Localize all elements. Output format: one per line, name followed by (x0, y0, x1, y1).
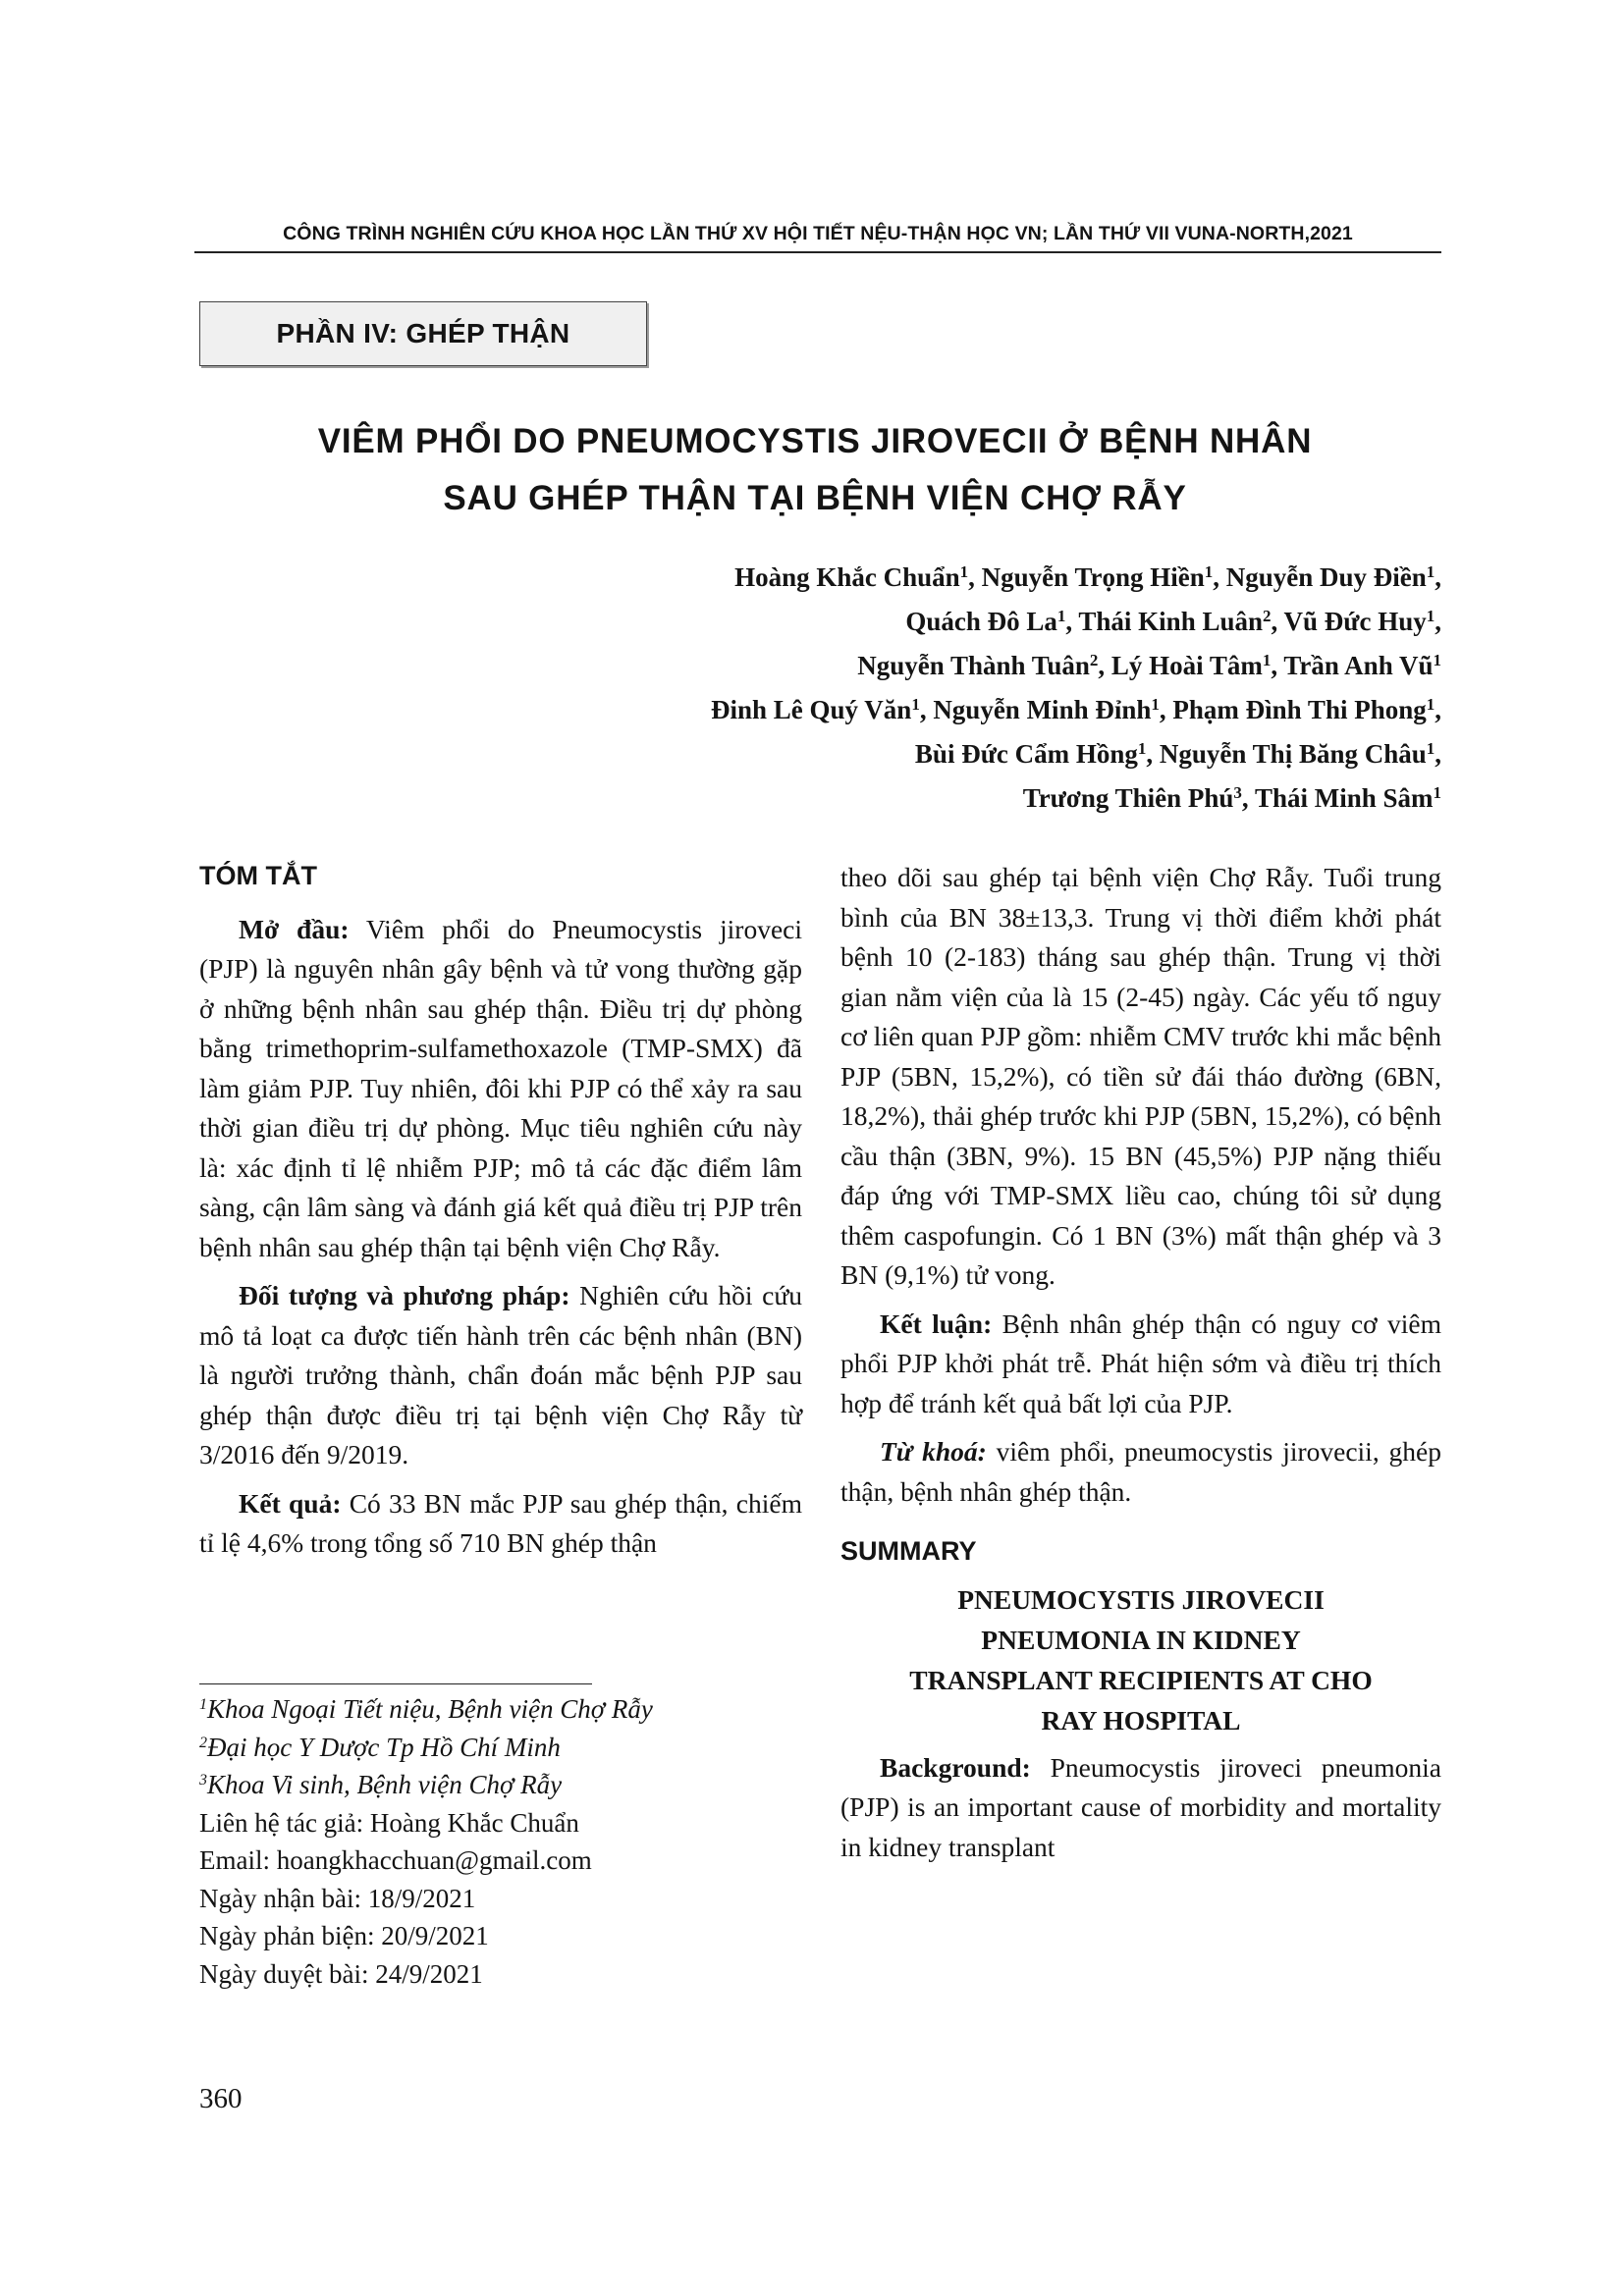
conclusion-paragraph (840, 1305, 1441, 1424)
author-line: Đinh Lê Quý Văn$^1$, Nguyễn Minh Đỉnh$^1$, Phạm Đình Thi Phong$^1$, (710, 695, 1441, 724)
author-affiliation-mark: 1 (1433, 651, 1441, 669)
author-name: Nguyễn Minh Đỉnh (933, 695, 1152, 724)
english-title-line-2: PNEUMONIA IN KIDNEY (981, 1624, 1301, 1655)
author-affiliation-mark: 3 (1233, 783, 1242, 802)
author-name: Bùi Đức Cẩm Hồng (914, 739, 1138, 769)
author-affiliation-mark: 1 (1056, 607, 1066, 625)
results-label: Kết quả: (239, 1487, 342, 1519)
background-label: Background: (880, 1751, 1031, 1783)
author-line: Hoàng Khắc Chuẩn$^1$, Nguyễn Trọng Hiền$^1$, Nguyễn Duy Điền$^1$, (734, 562, 1441, 592)
background-text: Pneumocystis jiroveci pneumonia (PJP) is an important cause of morbidity and mortality in kidney transplant (840, 1751, 1441, 1862)
methods-label: Đối tượng và phương pháp: (239, 1280, 570, 1310)
author-name: Nguyễn Thành Tuân (857, 651, 1090, 680)
page-number: 360 (199, 2083, 243, 2114)
affiliation-3: $^3$Khoa Vi sinh, Bệnh viện Chợ Rẫy (199, 1770, 563, 1799)
results-text-left: Có 33 BN mắc PJP sau ghép thận, chiếm tỉ lệ 4,6% trong tổng số 710 BN ghép thận (199, 1487, 802, 1558)
conclusion-text: Bệnh nhân ghép thận có nguy cơ viêm phổi PJP khởi phát trễ. Phát hiện sớm và điều trị thích hợp để tránh kết quả bất lợi của PJP. (840, 1308, 1442, 1418)
abstract-heading: TÓM TẮT (199, 861, 317, 890)
methods-paragraph (199, 1276, 802, 1475)
author-name: Vũ Đức Huy (1283, 607, 1427, 636)
intro-label: Mở đầu: (239, 913, 350, 944)
affiliation-2: $^2$Đại học Y Dược Tp Hồ Chí Minh (199, 1732, 561, 1762)
author-name: Quách Đô La (905, 607, 1057, 636)
author-name: Trần Anh Vũ (1283, 651, 1434, 680)
english-title-line-4: RAY HOSPITAL (1041, 1704, 1241, 1735)
keywords-text: viêm phổi, pneumocystis jirovecii, ghép thận, bệnh nhân ghép thận. (840, 1436, 1441, 1507)
author-affiliation-mark: 2 (1089, 651, 1099, 669)
author-affiliation-mark: 1 (1426, 562, 1435, 581)
author-affiliation-mark: 1 (1262, 651, 1272, 669)
author-affiliation-mark: 2 (1263, 607, 1272, 625)
author-name: Nguyễn Thị Băng Châu (1159, 739, 1427, 769)
author-affiliation-mark: 1 (911, 695, 920, 714)
author-line: Nguyễn Thành Tuân$^2$, Lý Hoài Tâm$^1$, Trần Anh $Vũ^1$ (857, 651, 1441, 680)
author-name: Thái Kinh Luân (1078, 607, 1264, 636)
abstract-right-column (840, 858, 1441, 1876)
contact-email: Email: hoangkhacchuan@gmail.com (199, 1845, 592, 1875)
author-line: Quách Đô La$^1$, Thái Kinh Luân$^2$, Vũ Đức Huy$^1$, (905, 607, 1441, 636)
author-affiliation-mark: 1 (959, 562, 969, 581)
author-name: Phạm Đình Thi Phong (1172, 695, 1427, 724)
intro-text: Viêm phổi do Pneumocystis jiroveci (PJP) là nguyên nhân gây bệnh và tử vong thường gặp ở những bệnh nhân sau ghép thận. Điều trị dự phòng bằng trimethoprim-sulfamethoxazole (TMP-SMX) đã làm giảm PJP. Tuy nhiên, đôi khi PJP có thể xảy ra sau thời gian điều trị dự phòng. Mục tiêu nghiên cứu này là: xác định tỉ lệ nhiễm PJP; mô tả các đặc điểm lâm sàng, cận lâm sàng và đánh giá kết quả điều trị PJP trên bệnh nhân sau ghép thận tại bệnh viện Chợ Rẫy. (199, 913, 802, 1262)
keywords-label: Từ khoá: (880, 1436, 987, 1467)
author-affiliation-mark: 1 (1426, 607, 1435, 625)
results-paragraph (199, 1484, 802, 1564)
background-paragraph (840, 1748, 1441, 1868)
author-name: Nguyễn Trọng Hiền (981, 562, 1205, 592)
section-label: PHẦN IV: GHÉP THẬN (276, 318, 570, 348)
footnote-rule (199, 1683, 592, 1684)
contact-author: Liên hệ tác giả: Hoàng Khắc Chuẩn (199, 1807, 579, 1838)
author-name: Trương Thiên Phú (1022, 783, 1234, 813)
author-name: Hoàng Khắc Chuẩn (734, 562, 960, 592)
header-rule (194, 251, 1441, 253)
article-title-line-2: SAU GHÉP THẬN TẠI BỆNH VIỆN CHỢ RẪY (443, 479, 1187, 517)
author-line: Trương Thiên Phú$^3$, Thái Minh Sâm$^1$ (1022, 783, 1441, 813)
date-received: Ngày nhận bài: 18/9/2021 (199, 1883, 476, 1913)
author-name: Nguyễn Duy Điền (1225, 562, 1427, 592)
author-affiliation-mark: 1 (1426, 695, 1435, 714)
author-affiliation-mark: 1 (1433, 783, 1441, 802)
author-affiliation-mark: 1 (1426, 739, 1435, 758)
author-name: Lý Hoài Tâm (1110, 651, 1263, 680)
author-affiliation-mark: 1 (1151, 695, 1160, 714)
summary-heading: SUMMARY (840, 1536, 977, 1566)
author-line: Bùi Đức Cẩm Hồng$^1$, Nguyễn Thị Băng Châu$^1$, (914, 739, 1441, 769)
date-reviewed: Ngày phản biện: 20/9/2021 (199, 1921, 489, 1950)
running-header: CÔNG TRÌNH NGHIÊN CỨU KHOA HỌC LẦN THỨ XV HỘI TIẾT NỆU-THẬN HỌC VN; LẦN THỨ VII VUNA-NORTH,2021 (283, 223, 1353, 244)
article-title-line-1: VIÊM PHỔI DO PNEUMOCYSTIS JIROVECII Ở BỆNH NHÂN (317, 422, 1313, 460)
author-affiliation-mark: 1 (1137, 739, 1147, 758)
affiliation-1: $^1$Khoa Ngoại Tiết niệu, Bệnh viện Chợ Rẫy (199, 1694, 653, 1724)
results-continuation: theo dõi sau ghép tại bệnh viện Chợ Rẫy. Tuổi trung bình của BN 38±13,3. Trung vị thời điểm khởi phát bệnh 10 (2-183) tháng sau ghép thận. Trung vị thời gian nằm viện của là 15 (2-45) ngày. Các yếu tố nguy cơ liên quan PJP gồm: nhiễm CMV trước khi mắc bệnh PJP (5BN, 15,2%), có tiền sử đái tháo đường (6BN, 18,2%), thải ghép trước khi PJP (5BN, 15,2%), có bệnh cầu thận (3BN, 9%). 15 BN (45,5%) PJP nặng thiếu đáp ứng với TMP-SMX liều cao, chúng tôi sử dụng thêm caspofungin. Có 1 BN (3%) mất thận ghép và 3 BN (9,1%) tử vong. (840, 862, 1441, 1290)
keywords-paragraph (840, 1432, 1441, 1512)
section-box (199, 301, 647, 366)
author-name: Thái Minh Sâm (1254, 783, 1434, 813)
date-accepted: Ngày duyệt bài: 24/9/2021 (199, 1958, 483, 1989)
author-list (460, 556, 1441, 821)
author-name: Đinh Lê Quý Văn (710, 695, 912, 724)
abstract-left-column (199, 856, 802, 1573)
english-title (840, 1579, 1441, 1740)
english-title-line-3: TRANSPLANT RECIPIENTS AT CHO (909, 1664, 1373, 1695)
english-title-line-1: PNEUMOCYSTIS JIROVECII (957, 1583, 1325, 1615)
author-affiliation-mark: 1 (1204, 562, 1214, 581)
conclusion-label: Kết luận: (880, 1308, 993, 1339)
intro-paragraph (199, 910, 802, 1268)
footnotes (199, 1690, 788, 1993)
methods-text: Nghiên cứu hồi cứu mô tả loạt ca được tiến hành trên các bệnh nhân (BN) là người trưởng thành, chẩn đoán mắc bệnh PJP sau ghép thận được điều trị tại bệnh viện Chợ Rẫy từ 3/2016 đến 9/2019. (199, 1280, 802, 1469)
